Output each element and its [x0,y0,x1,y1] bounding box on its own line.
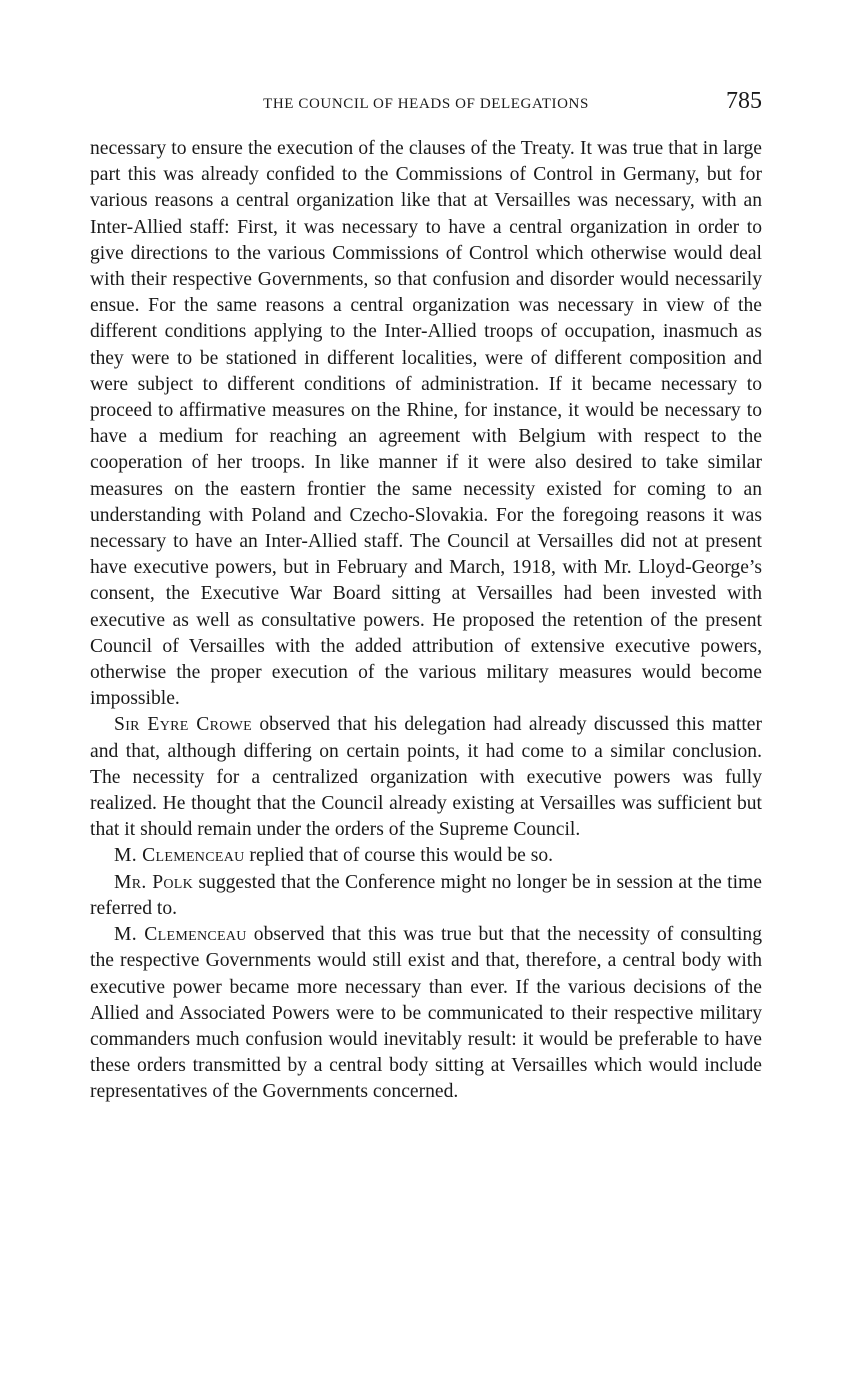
page-number: 785 [726,88,762,114]
paragraph-text: observed that his delegation had already discussed this matter and that, although differing on certain points, it had come to a similar conclusion. The necessity for a centralized organization with executive powers was fully realized. He thought that the Council already existing at Versailles was sufficient but that it should remain under the orders of the Supreme Council. [90,714,762,841]
paragraph-text: suggested that the Conference might no longer be in session at the time referred to. [90,871,762,919]
body-text [90,136,762,1106]
speaker-name: M. Clemenceau [114,845,245,867]
running-title: THE COUNCIL OF HEADS OF DELEGATIONS [263,96,589,112]
speaker-name: M. Clemenceau [114,924,247,946]
paragraph-5 [90,922,762,1105]
paragraph-1 [90,136,762,712]
paragraph-text: replied that of course this would be so. [244,845,554,867]
speaker-name: Mr. Polk [114,871,194,893]
paragraph-text: necessary to ensure the execution of the clauses of the Treaty. It was true that in large part this was already confided to the Commissions of Control in Germany, but for various reasons a central organization like that at Versailles was necessary, with an Inter-Allied staff: First, it was necessary to have a central organization in order to give directions to the various Commissions of Control which otherwise would deal with their respective Governments, so that confusion and disorder would necessarily ensue. For the same reasons a central organization was necessary in view of the different conditions applying to the Inter-Allied troops of occupation, inasmuch as they were to be stationed in different localities, were of different composition and were subject to different conditions of administration. If it became necessary to proceed to affirmative measures on the Rhine, for instance, it would be necessary to have a medium for reaching an agreement with Belgium with respect to the cooperation of her troops. In like manner if it were also desired to take similar measures on the eastern frontier the same necessity existed for coming to an understanding with Poland and Czecho-Slovakia. For the foregoing reasons it was necessary to have an Inter-Allied staff. The Council at Versailles did not at present have executive powers, but in February and March, 1918, with Mr. Lloyd-George’s consent, the Executive War Board sitting at Versailles had been invested with executive as well as consultative powers. He proposed the retention of the present Council of Versailles with the added attribution of extensive executive powers, otherwise the proper execution of the various military measures would become impossible. [90,138,762,710]
running-header [90,88,762,124]
paragraph-3 [90,843,762,869]
paragraph-text: observed that this was true but that the necessity of consulting the respective Governments would still exist and that, therefore, a central body with executive power became more necessary than ever. If the various decisions of the Allied and Associated Powers were to be communicated to their respective military commanders much confusion would inevitably result: it would be preferable to have these orders transmitted by a central body sitting at Versailles which would include representatives of the Governments concerned. [90,924,763,1103]
paragraph-2 [90,712,762,843]
speaker-name: Sir Eyre Crowe [114,714,253,736]
paragraph-4 [90,870,762,922]
